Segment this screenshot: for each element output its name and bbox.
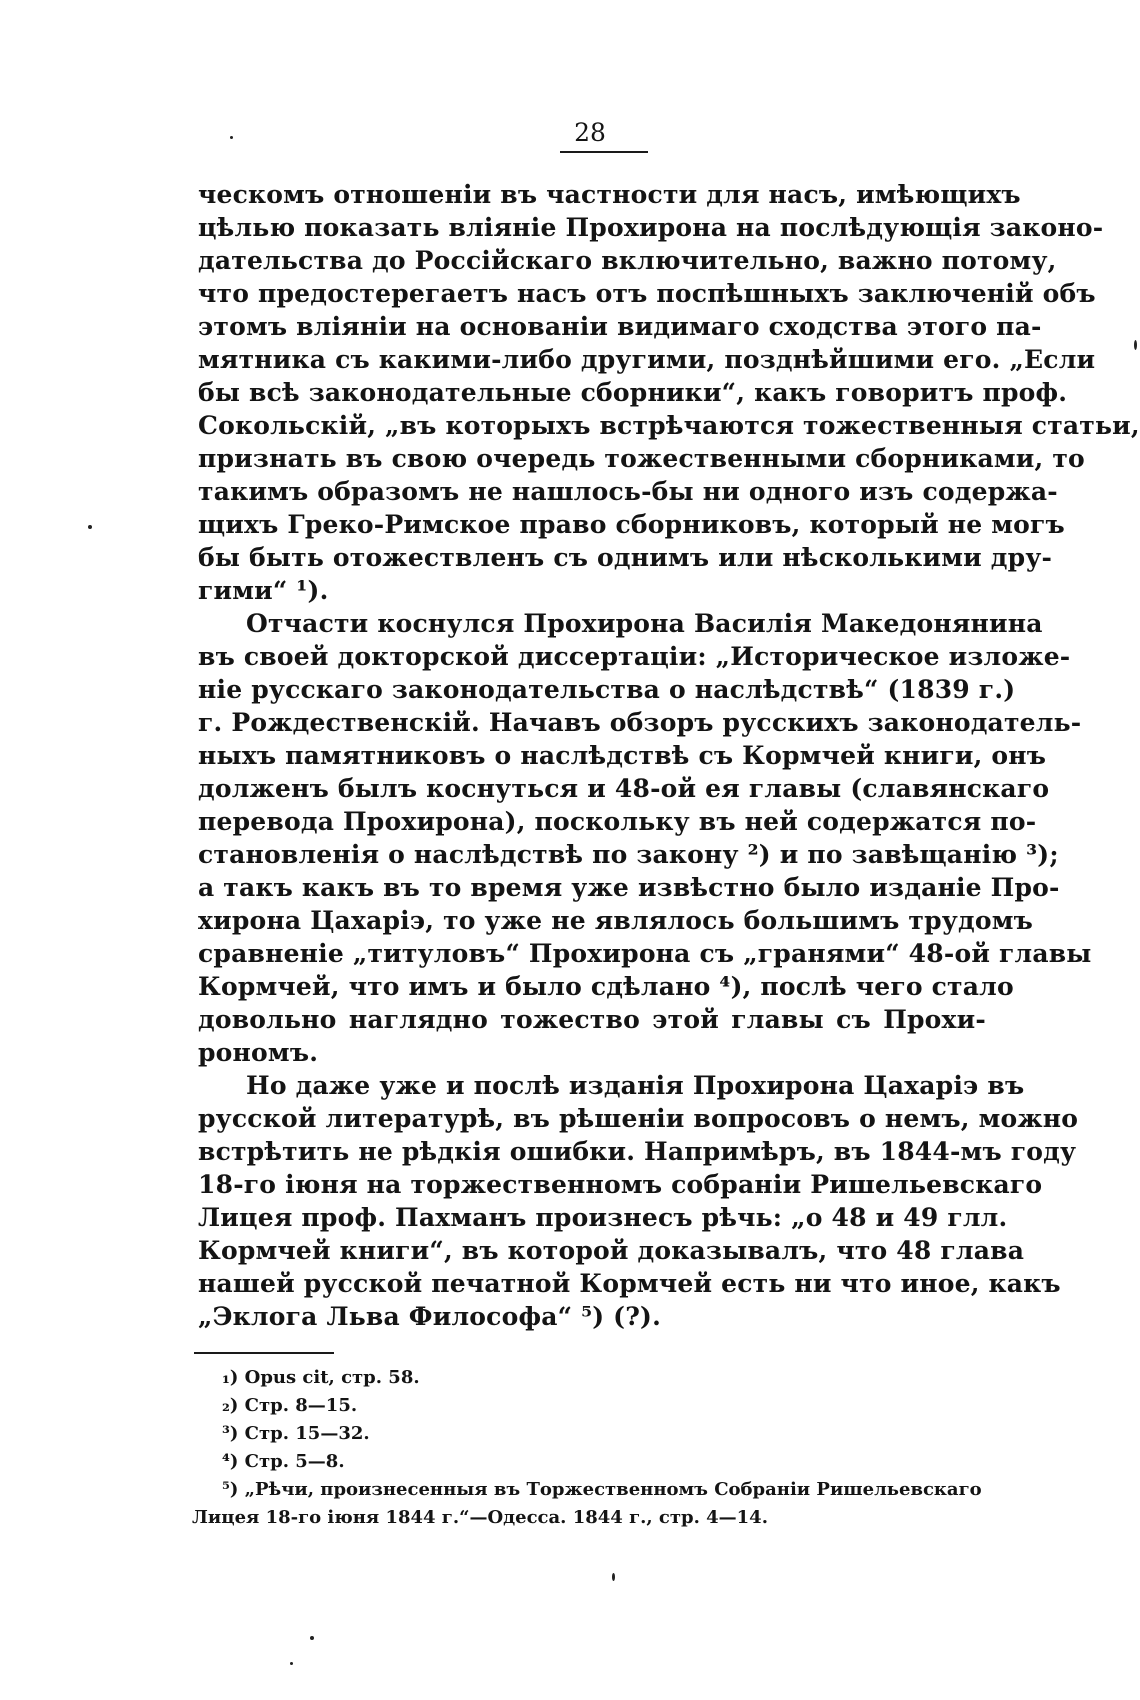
footnote: ₂) Стр. 8—15. — [222, 1395, 358, 1416]
text-line: г. Рождественскій. Начавъ обзоръ русскихъ законодатель- — [198, 708, 1082, 737]
text-line: ческомъ отношеніи въ частности для насъ, имѣющихъ — [198, 180, 1021, 209]
text-line: цѣлью показать вліяніе Прохирона на послѣдующія законо- — [198, 213, 1104, 242]
text-line: гими“ ¹). — [198, 576, 329, 605]
text-line: въ своей докторской диссертаціи: „Историческое изложе- — [198, 642, 1071, 671]
text-line: встрѣтить не рѣдкія ошибки. Напримѣръ, въ 1844-мъ году — [198, 1137, 1077, 1166]
text-line: такимъ образомъ не нашлось-бы ни одного изъ содержа- — [198, 477, 1058, 506]
text-line: 18-го іюня на торжественномъ собраніи Ришельевскаго — [198, 1170, 1043, 1199]
text-line: сравненіе „титуловъ“ Прохирона съ „гранями“ 48-ой главы — [198, 939, 1092, 968]
footnote: Лицея 18-го іюня 1844 г.“—Одесса. 1844 г., стр. 4—14. — [192, 1507, 768, 1528]
text-line: Сокольскій, „въ которыхъ встрѣчаются тожественныя статьи, — [198, 411, 1140, 440]
text-line: перевода Прохирона), поскольку въ ней содержатся по- — [198, 807, 1037, 836]
text-line: Лицея проф. Пахманъ произнесъ рѣчь: „о 48 и 49 глл. — [198, 1203, 1008, 1232]
text-line: а такъ какъ въ то время уже извѣстно было изданіе Про- — [198, 873, 1060, 902]
paragraph — [198, 1069, 1079, 1333]
text-line: ныхъ памятниковъ о наслѣдствѣ съ Кормчей книги, онъ — [198, 741, 1047, 770]
scan-speck — [290, 1662, 293, 1665]
body-text — [198, 178, 1140, 1333]
footnote: ⁵) „Рѣчи, произнесенныя въ Торжественномъ Собраніи Ришельевскаго — [222, 1479, 982, 1500]
text-line: долженъ былъ коснуться и 48-ой ея главы (славянскаго — [198, 774, 1050, 803]
text-line: что предостерегаетъ насъ отъ поспѣшныхъ заключеній объ — [198, 279, 1096, 308]
text-line: признать въ свою очередь тожественными сборниками, то — [198, 444, 1085, 473]
text-line: Отчасти коснулся Прохирона Василія Македонянина — [246, 609, 1043, 638]
text-line: щихъ Греко-Римское право сборниковъ, который не могъ — [198, 510, 1065, 539]
scan-speck — [310, 1636, 314, 1640]
text-line: мятника съ какими-либо другими, позднѣйшими его. „Если — [198, 345, 1096, 374]
text-line: Но даже уже и послѣ изданія Прохирона Цахаріэ въ — [246, 1071, 1025, 1100]
page-number: 28 — [574, 118, 606, 147]
text-line: этомъ вліяніи на основаніи видимаго сходства этого па- — [198, 312, 1042, 341]
page-number-rule — [560, 151, 648, 153]
footnote: ₁) Opus cit, стр. 58. — [222, 1367, 420, 1388]
footnote-rule — [194, 1352, 334, 1354]
text-line: бы всѣ законодательные сборники“, какъ говоритъ проф. — [198, 378, 1068, 407]
footnotes — [192, 1364, 982, 1532]
text-line: бы быть отожествленъ съ однимъ или нѣсколькими дру- — [198, 543, 1053, 572]
scan-speck — [1134, 340, 1137, 350]
text-line: дательства до Россійскаго включительно, важно потому, — [198, 246, 1057, 275]
scan-speck — [88, 525, 92, 529]
paragraph — [198, 178, 1140, 607]
text-line: Кормчей, что имъ и было сдѣлано ⁴), послѣ чего стало — [198, 972, 1014, 1001]
text-line: Кормчей книги“, въ которой доказывалъ, что 48 глава — [198, 1236, 1025, 1265]
text-line: становленія о наслѣдствѣ по закону ²) и по завѣщанію ³); — [198, 840, 1059, 869]
text-line: ніе русскаго законодательства о наслѣдствѣ“ (1839 г.) — [198, 675, 1016, 704]
text-line: хирона Цахаріэ, то уже не являлось большимъ трудомъ — [198, 906, 1033, 935]
text-line: русской литературѣ, въ рѣшеніи вопросовъ о немъ, можно — [198, 1104, 1079, 1133]
footnote: ⁴) Стр. 5—8. — [222, 1451, 345, 1472]
text-line: довольно наглядно тожество этой главы съ Прохи- — [198, 1005, 986, 1034]
scan-speck — [230, 136, 233, 139]
footnote: ³) Стр. 15—32. — [222, 1423, 370, 1444]
text-line: „Эклога Льва Философа“ ⁵) (?). — [198, 1302, 661, 1331]
text-line: нашей русской печатной Кормчей есть ни что иное, какъ — [198, 1269, 1061, 1298]
scan-speck — [612, 1573, 615, 1581]
text-line: рономъ. — [198, 1038, 319, 1067]
paragraph — [198, 607, 1092, 1069]
